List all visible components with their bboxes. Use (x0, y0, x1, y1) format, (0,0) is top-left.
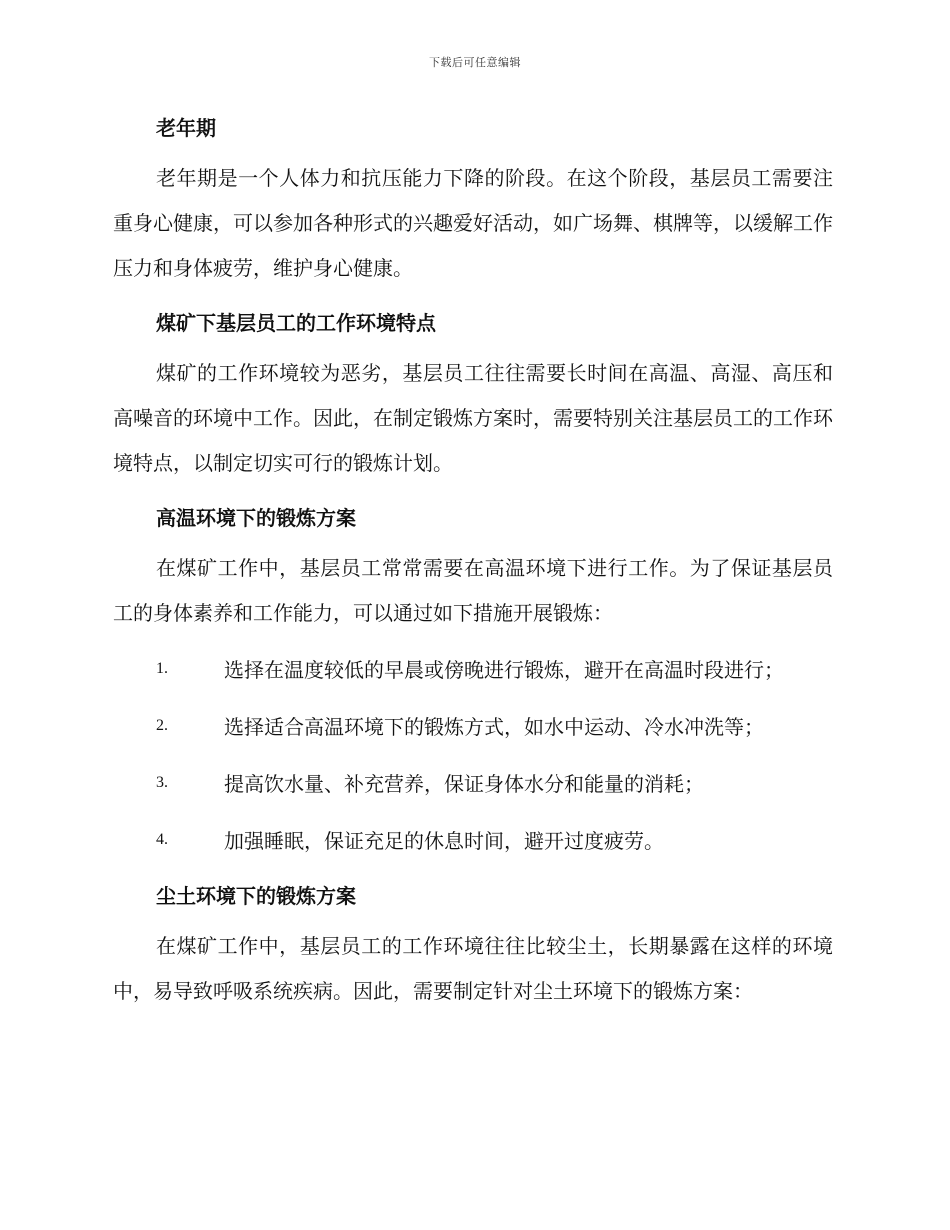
section-heading: 高温环境下的锻炼方案 (156, 506, 356, 530)
list-text: 提高饮水量、补充营养，保证身体水分和能量的消耗； (224, 772, 704, 796)
section-paragraph: 在煤矿工作中，基层员工常常需要在高温环境下进行工作。为了保证基层员工的身体素养和工作能力，可以通过如下措施开展锻炼： (113, 556, 833, 625)
list-text: 选择在温度较低的早晨或傍晚进行锻炼，避开在高温时段进行； (224, 658, 784, 682)
list-text: 选择适合高温环境下的锻炼方式，如水中运动、冷水冲洗等； (224, 715, 764, 739)
list-number: 2. (156, 716, 168, 734)
list-number: 3. (156, 773, 168, 791)
list-text: 加强睡眠，保证充足的休息时间，避开过度疲劳。 (224, 829, 664, 853)
page-header: 下载后可任意编辑 (429, 56, 521, 69)
list-item (113, 754, 833, 811)
list-number: 4. (156, 830, 168, 848)
section-paragraph: 在煤矿工作中，基层员工的工作环境往往比较尘土，长期暴露在这样的环境中，易导致呼吸系统疾病。因此，需要制定针对尘土环境下的锻炼方案： (113, 934, 833, 1003)
list-number: 1. (156, 659, 168, 677)
list-item (113, 640, 833, 697)
section-heading: 煤矿下基层员工的工作环境特点 (156, 311, 436, 335)
list-item (113, 697, 833, 754)
section-heading: 老年期 (156, 116, 216, 140)
list-item (113, 811, 833, 868)
section-heading: 尘土环境下的锻炼方案 (156, 884, 356, 908)
document-body (113, 112, 833, 1014)
section-paragraph: 煤矿的工作环境较为恶劣，基层员工往往需要长时间在高温、高湿、高压和高噪音的环境中工作。因此，在制定锻炼方案时，需要特别关注基层员工的工作环境特点，以制定切实可行的锻炼计划。 (113, 361, 833, 475)
section-paragraph: 老年期是一个人体力和抗压能力下降的阶段。在这个阶段，基层员工需要注重身心健康，可以参加各种形式的兴趣爱好活动，如广场舞、棋牌等，以缓解工作压力和身体疲劳，维护身心健康。 (113, 166, 833, 280)
measures-list (113, 640, 833, 868)
